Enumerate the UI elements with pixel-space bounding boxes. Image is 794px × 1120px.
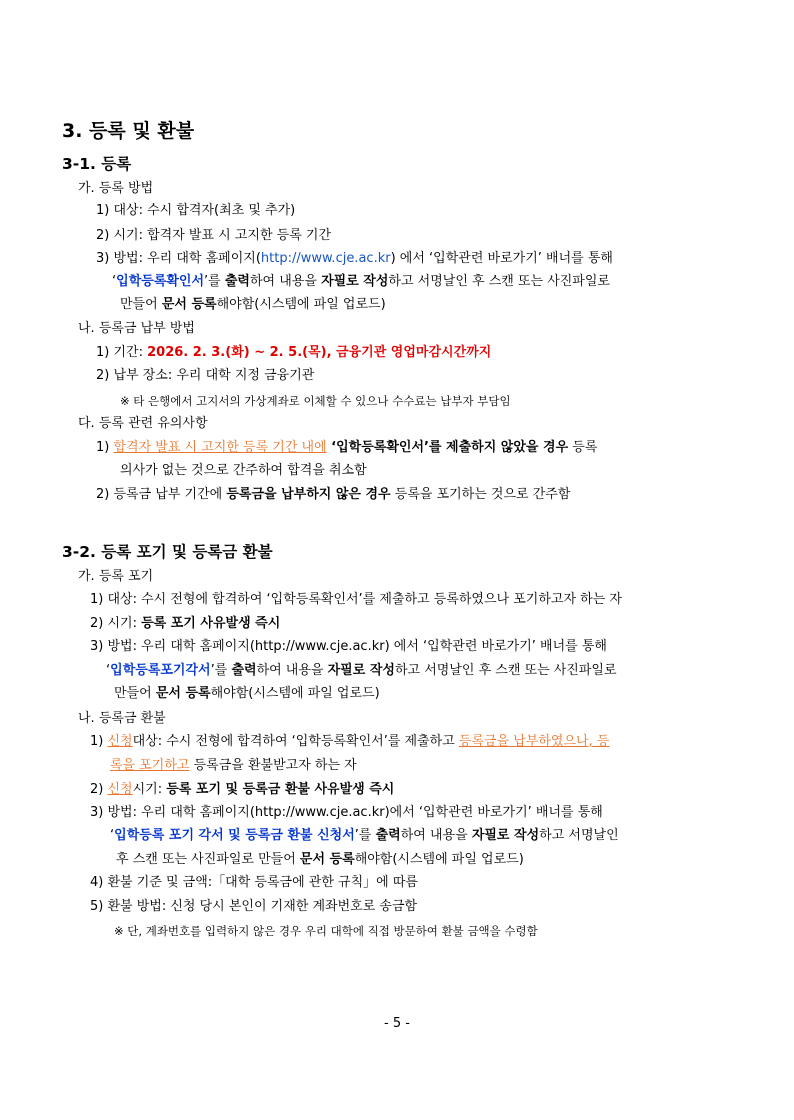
item-na-label: 나. 등록금 납부 방법: [78, 321, 195, 336]
list-item: 4) 환불 기준 및 금액:「대학 등록금에 관한 규칙」에 따름: [90, 875, 418, 890]
list-item: 2) 시기: 합격자 발표 시 고지한 등록 기간: [96, 228, 332, 243]
list-item-continued: ‘입학등록포기각서’를 출력하여 내용을 자필로 작성하고 서명날인 후 스캔 또는 사진파일로: [106, 663, 617, 678]
list-item: 1) 합격자 발표 시 고지한 등록 기간 내에 ‘입학등록확인서’를 제출하지 않았을 경우 등록: [96, 440, 598, 455]
list-item-continued: 만들어 문서 등록해야함(시스템에 파일 업로드): [114, 686, 380, 701]
subsection-title-refund: 3-2. 등록 포기 및 등록금 환불: [62, 543, 273, 561]
list-item: 5) 환불 방법: 신청 당시 본인이 기재한 계좌번호로 송금함: [90, 899, 418, 914]
list-item-continued: 록을 포기하고 등록금을 환불받고자 하는 자: [110, 758, 357, 773]
item-ga-label: 가. 등록 포기: [78, 569, 154, 584]
item-na-label: 나. 등록금 환불: [78, 711, 166, 726]
subsection-title-registration: 3-1. 등록: [62, 155, 132, 173]
item-da-label: 다. 등록 관련 유의사항: [78, 416, 208, 431]
list-item: 2) 시기: 등록 포기 사유발생 즉시: [90, 616, 281, 631]
list-item: 1) 대상: 수시 전형에 합격하여 ‘입학등록확인서’를 제출하고 등록하였으나 포기하고자 하는 자: [90, 592, 622, 607]
list-item: 1) 신청대상: 수시 전형에 합격하여 ‘입학등록확인서’를 제출하고 등록금을 납부하였으나, 등: [90, 734, 610, 749]
item-ga-label: 가. 등록 방법: [78, 181, 154, 196]
list-item: 1) 기간: 2026. 2. 3.(화) ~ 2. 5.(목), 금융기관 영업마감시간까지: [96, 345, 492, 360]
note: ※ 단, 계좌번호를 입력하지 않은 경우 우리 대학에 직접 방문하여 환불 금액을 수령함: [114, 924, 538, 938]
homepage-link[interactable]: http://www.cje.ac.kr: [260, 251, 391, 266]
list-item-continued: 만들어 문서 등록해야함(시스템에 파일 업로드): [120, 297, 386, 312]
list-item: 3) 방법: 우리 대학 홈페이지(http://www.cje.ac.kr)에서 ‘입학관련 바로가기’ 배너를 통해: [90, 805, 603, 820]
list-item-continued: 후 스캔 또는 사진파일로 만들어 문서 등록해야함(시스템에 파일 업로드): [116, 852, 524, 867]
note: ※ 타 은행에서 고지서의 가상계좌로 이체할 수 있으나 수수료는 납부자 부담임: [120, 394, 511, 408]
list-item: 2) 납부 장소: 우리 대학 지정 금융기관: [96, 368, 315, 383]
list-item: 1) 대상: 수시 합격자(최초 및 추가): [96, 203, 296, 218]
list-item: 3) 방법: 우리 대학 홈페이지(http://www.cje.ac.kr) 에서 ‘입학관련 바로가기’ 배너를 통해: [90, 639, 607, 654]
list-item: 2) 신청시기: 등록 포기 및 등록금 환불 사유발생 즉시: [90, 782, 395, 797]
list-item: 2) 등록금 납부 기간에 등록금을 납부하지 않은 경우 등록을 포기하는 것으로 간주함: [96, 487, 571, 502]
payment-period: 2026. 2. 3.(화) ~ 2. 5.(목), 금융기관 영업마감시간까지: [147, 345, 492, 360]
list-item-continued: ‘입학등록 포기 각서 및 등록금 환불 신청서’를 출력하여 내용을 자필로 작성하고 서명날인: [110, 828, 619, 843]
list-item-continued: ‘입학등록확인서’를 출력하여 내용을 자필로 작성하고 서명날인 후 스캔 또는 사진파일로: [112, 274, 610, 289]
page-number: - 5 -: [384, 1016, 410, 1031]
section-title: 3. 등록 및 환불: [62, 120, 195, 142]
list-item: 3) 방법: 우리 대학 홈페이지(http://www.cje.ac.kr) 에서 ‘입학관련 바로가기’ 배너를 통해: [96, 251, 613, 266]
list-item-continued: 의사가 없는 것으로 간주하여 합격을 취소함: [120, 463, 367, 478]
